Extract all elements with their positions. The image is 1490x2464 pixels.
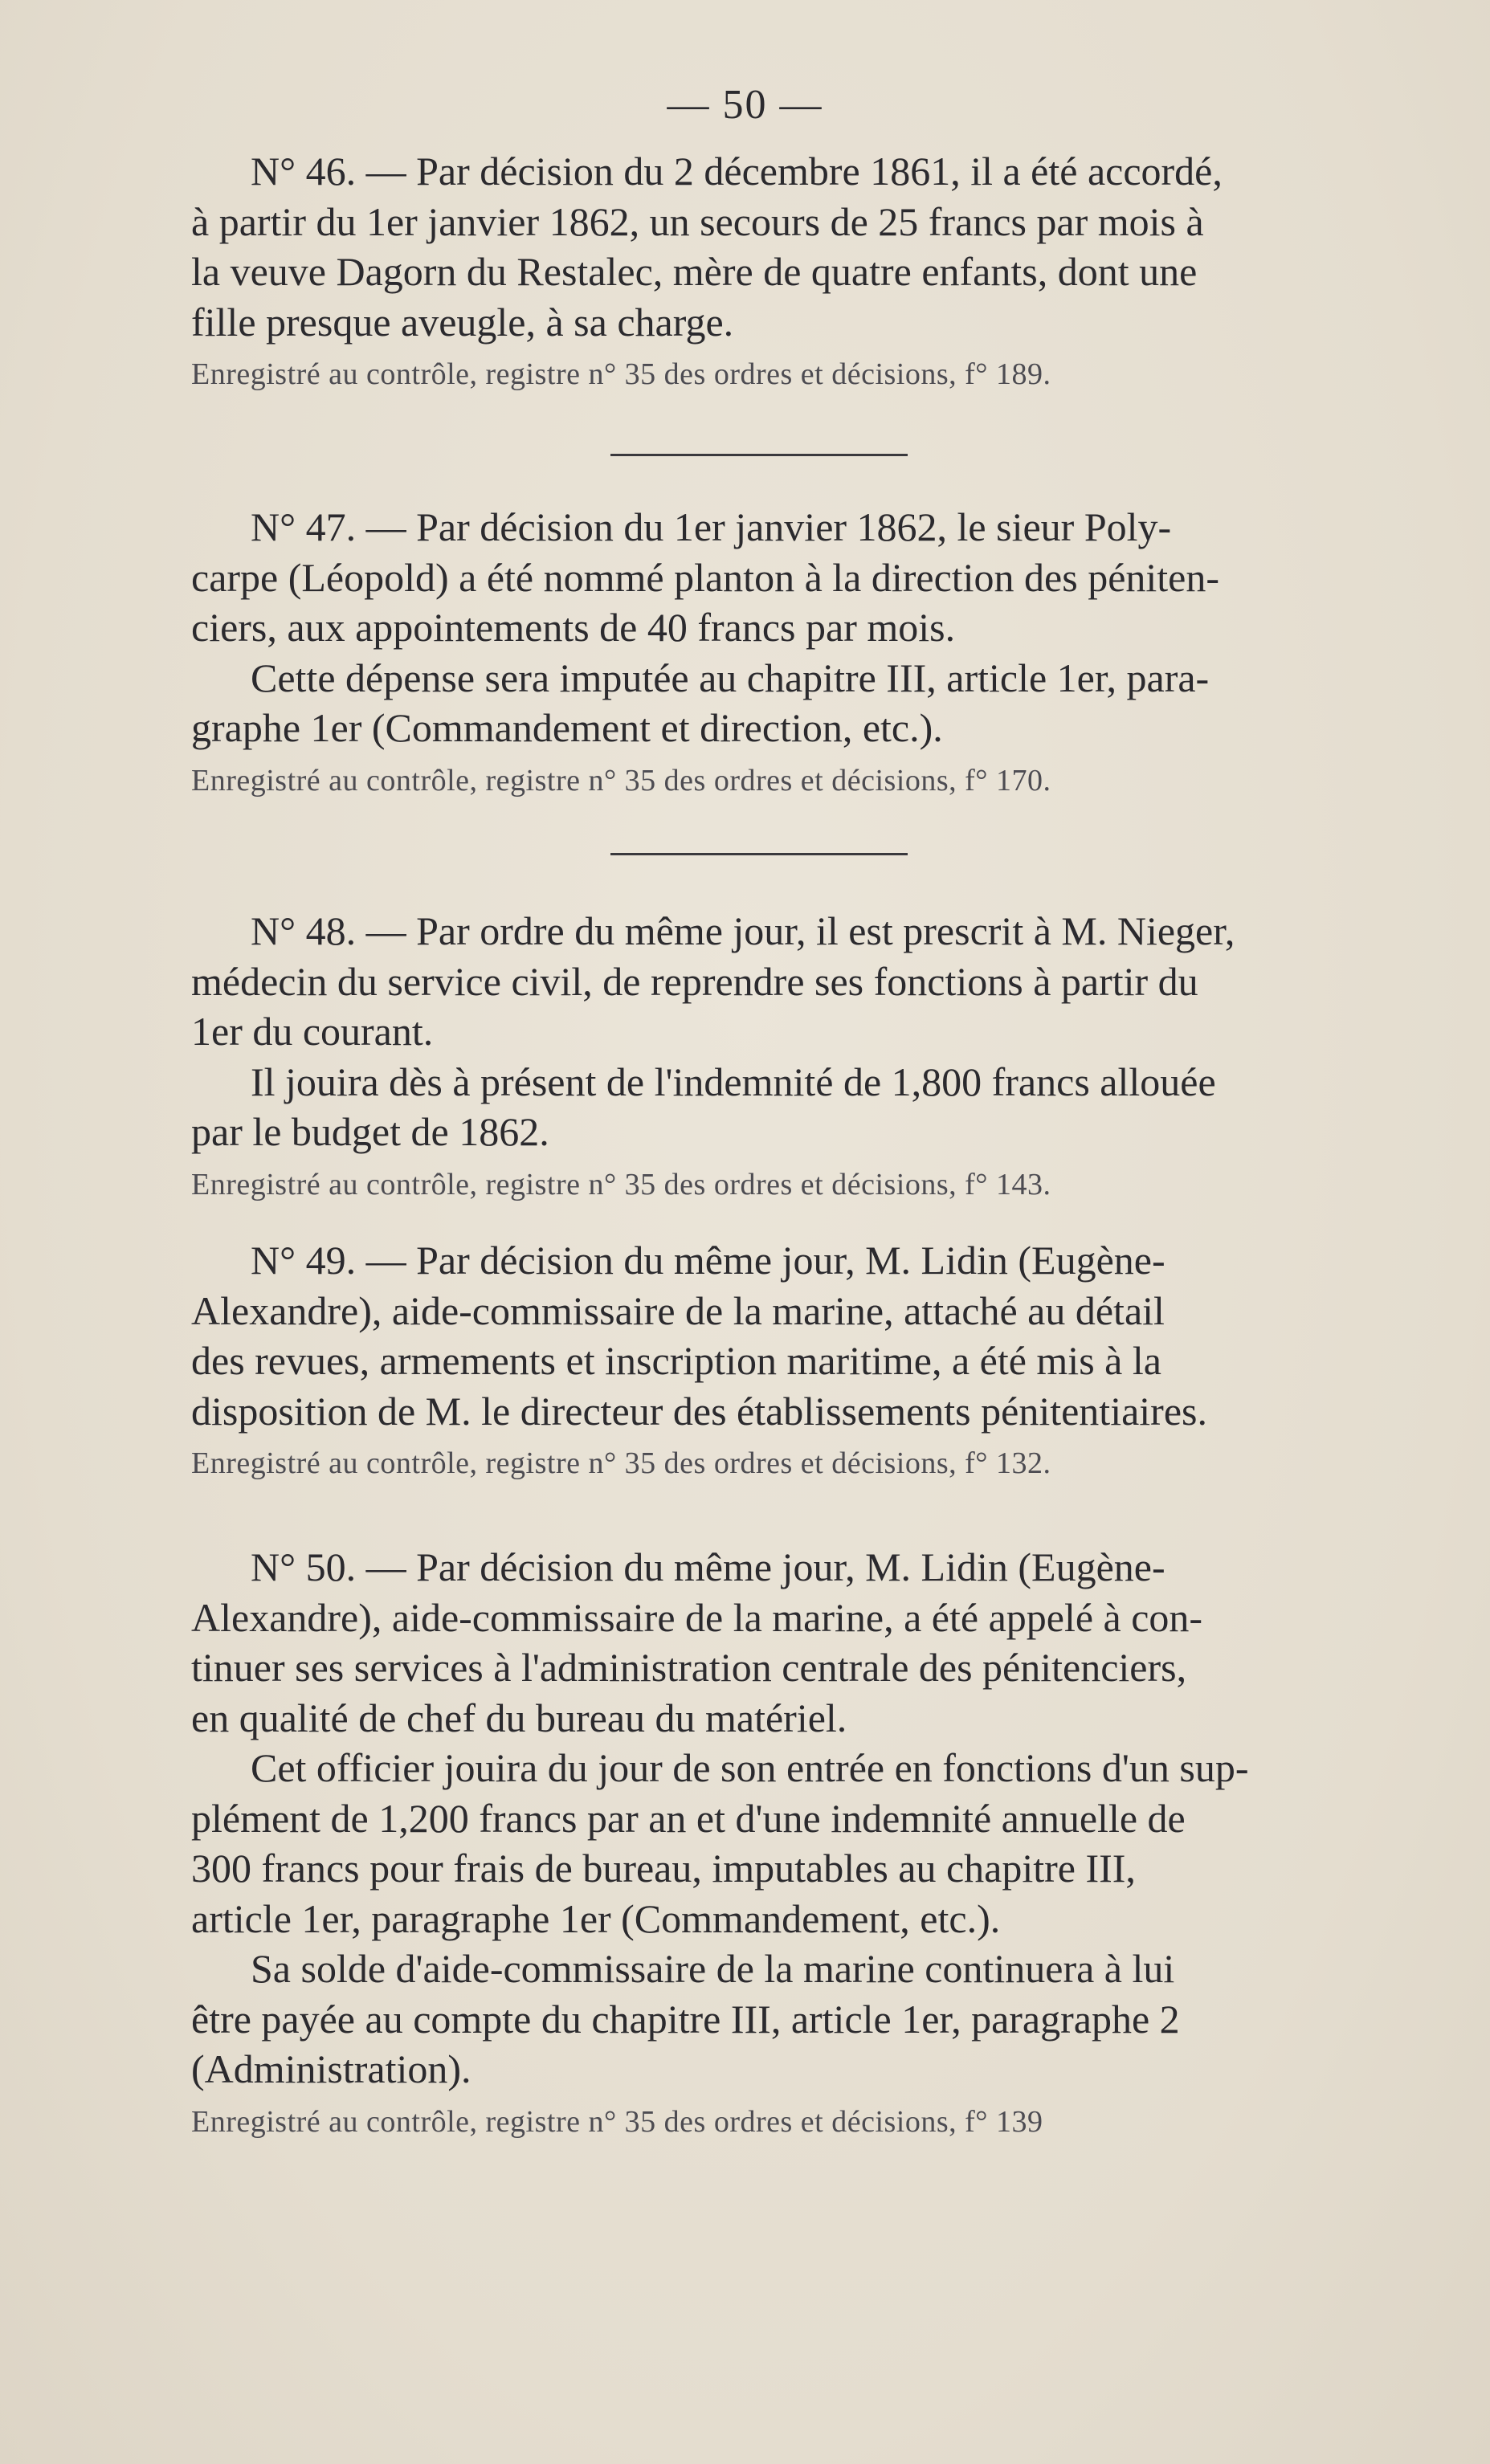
entry-50-line-11: (Administration). (191, 2046, 471, 2091)
entry-50-line-7: 300 francs pour frais de bureau, imputables au chapitre III, (191, 1846, 1136, 1891)
entry-48-line-2: médecin du service civil, de reprendre ses fonctions à partir du (191, 958, 1198, 1004)
entry-49-registry: Enregistré au contrôle, registre n° 35 des ordres et décisions, f° 132. (191, 1446, 1051, 1480)
entry-50 (191, 1542, 1374, 2143)
entry-48-line-5: par le budget de 1862. (191, 1109, 549, 1154)
entry-46-registry: Enregistré au contrôle, registre n° 35 des ordres et décisions, f° 189. (191, 357, 1051, 391)
entry-48-line-4: Il jouira dès à présent de l'indemnité de 1,800 francs allouée (251, 1059, 1216, 1104)
entry-50-line-8: article 1er, paragraphe 1er (Commandement, etc.). (191, 1895, 1001, 1941)
entry-49-line-2: Alexandre), aide-commissaire de la marine, attaché au détail (191, 1287, 1165, 1333)
entry-47-line-2: carpe (Léopold) a été nommé planton à la direction des péniten- (191, 554, 1220, 600)
entry-50-line-4: en qualité de chef du bureau du matériel. (191, 1695, 847, 1740)
entry-50-line-9: Sa solde d'aide-commissaire de la marine continuera à lui (251, 1946, 1175, 1991)
entry-49-line-4: disposition de M. le directeur des établissements pénitentiaires. (191, 1388, 1207, 1434)
entry-50-registry: Enregistré au contrôle, registre n° 35 des ordres et décisions, f° 139 (191, 2104, 1043, 2139)
separator-rule (610, 853, 908, 855)
entry-48-line-1: N° 48. — Par ordre du même jour, il est prescrit à M. Nieger, (251, 908, 1235, 953)
entry-47-line-5: graphe 1er (Commandement et direction, etc.). (191, 705, 943, 750)
entry-49 (191, 1235, 1374, 1484)
entry-47-line-3: ciers, aux appointements de 40 francs par mois. (191, 605, 956, 650)
entry-48-line-3: 1er du courant. (191, 1009, 434, 1054)
entry-50-line-2: Alexandre), aide-commissaire de la marine, a été appelé à con- (191, 1594, 1203, 1640)
entry-46-line-2: à partir du 1er janvier 1862, un secours de 25 francs par mois à (191, 198, 1204, 244)
entry-50-line-3: tinuer ses services à l'administration centrale des pénitenciers, (191, 1645, 1187, 1690)
entry-46-line-4: fille presque aveugle, à sa charge. (191, 299, 734, 345)
entry-48 (191, 906, 1374, 1205)
entry-46 (191, 146, 1374, 395)
entry-50-line-6: plément de 1,200 francs par an et d'une indemnité annuelle de (191, 1795, 1186, 1841)
entry-49-line-1: N° 49. — Par décision du même jour, M. Lidin (Eugène- (251, 1238, 1165, 1283)
entry-47-line-4: Cette dépense sera imputée au chapitre III, article 1er, para- (251, 655, 1210, 700)
entry-48-registry: Enregistré au contrôle, registre n° 35 des ordres et décisions, f° 143. (191, 1167, 1051, 1201)
entry-50-line-10: être payée au compte du chapitre III, article 1er, paragraphe 2 (191, 1996, 1180, 2042)
entry-50-line-5: Cet officier jouira du jour de son entrée en fonctions d'un sup- (251, 1745, 1249, 1790)
entry-46-line-1: N° 46. — Par décision du 2 décembre 1861, il a été accordé, (251, 149, 1223, 194)
entry-47 (191, 502, 1374, 802)
entry-47-line-1: N° 47. — Par décision du 1er janvier 1862, le sieur Poly- (251, 504, 1172, 549)
entry-50-line-1: N° 50. — Par décision du même jour, M. Lidin (Eugène- (251, 1544, 1165, 1589)
entry-46-line-3: la veuve Dagorn du Restalec, mère de quatre enfants, dont une (191, 249, 1198, 294)
entry-47-registry: Enregistré au contrôle, registre n° 35 des ordres et décisions, f° 170. (191, 763, 1051, 798)
page-number: — 50 — (667, 82, 823, 128)
entry-49-line-3: des revues, armements et inscription maritime, a été mis à la (191, 1338, 1161, 1383)
separator-rule (610, 454, 908, 456)
